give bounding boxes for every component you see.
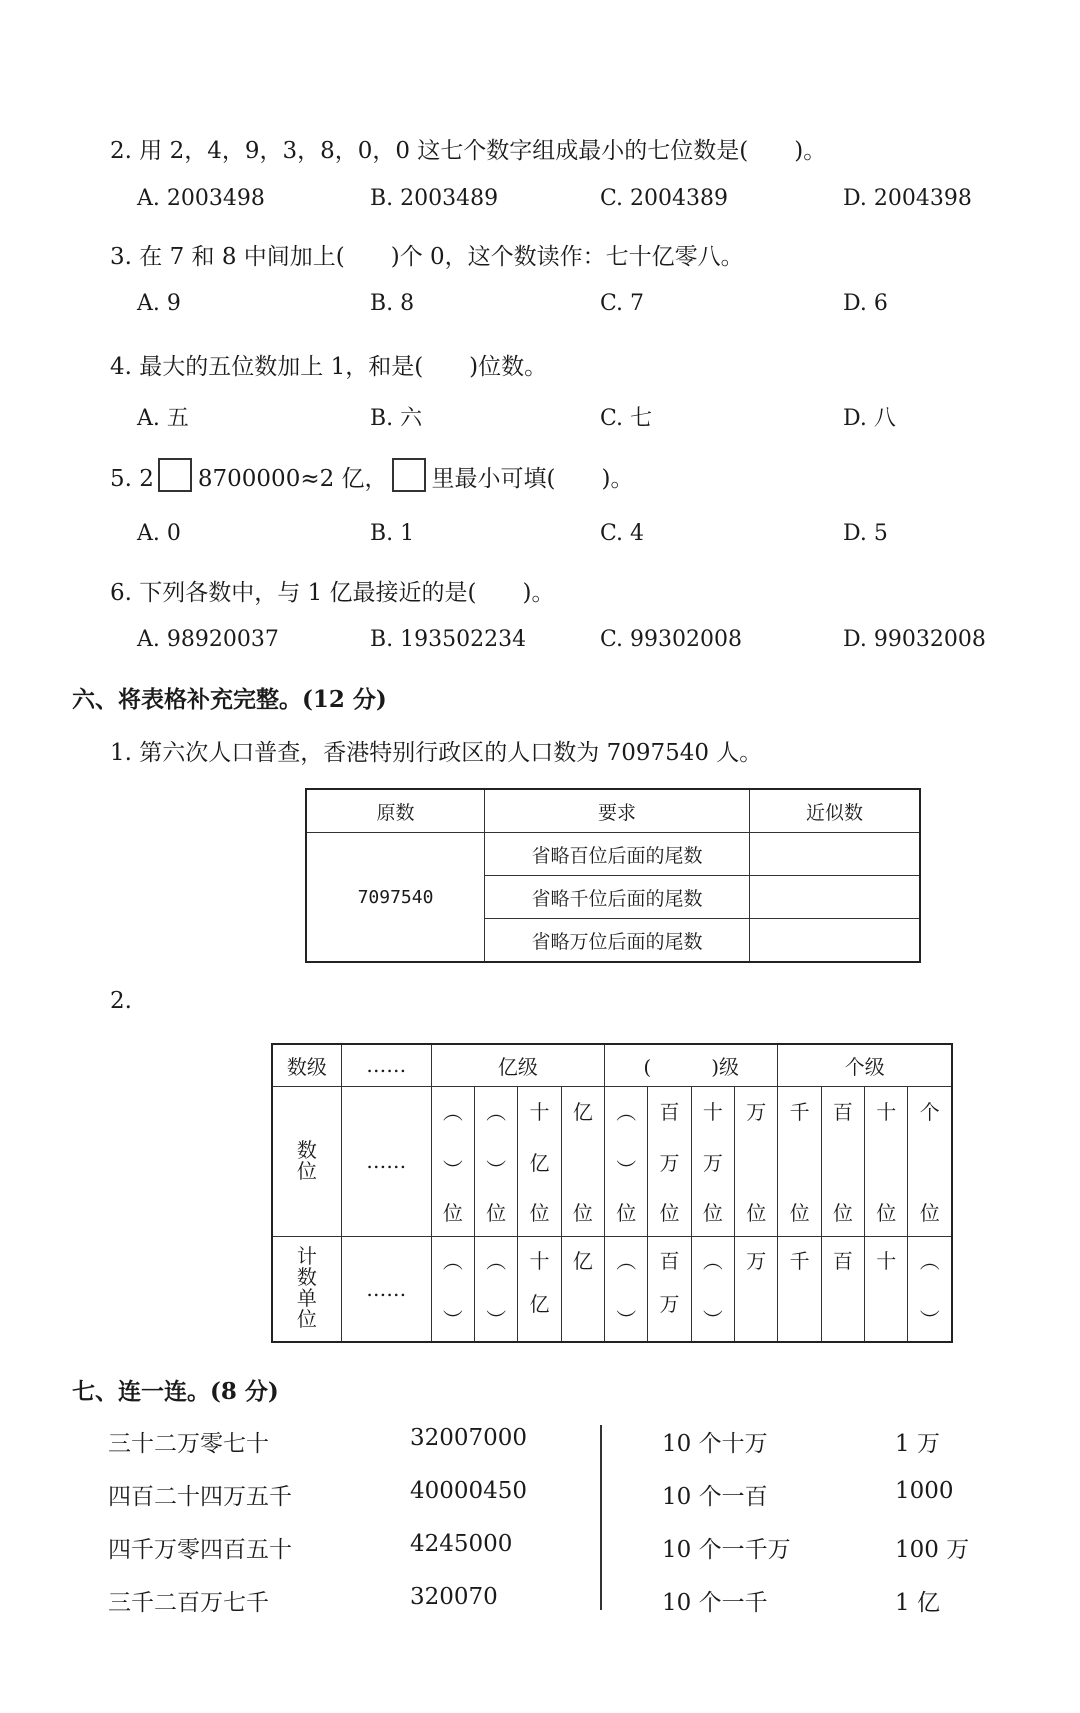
question-2-option-c: C. 2004389	[600, 186, 729, 211]
place-char: 万	[702, 1150, 723, 1175]
column-divider	[600, 1425, 602, 1610]
unit-char: 百	[659, 1248, 680, 1273]
unit-char: 百	[832, 1248, 853, 1273]
place-char: 十	[702, 1100, 723, 1124]
paren-top: ︵	[442, 1248, 463, 1273]
digit-place-blank-cell[interactable]	[475, 1086, 518, 1236]
unit-stack	[865, 1239, 907, 1339]
question-2-stem: 2. 用 2，4，9，3，8，0，0 这七个数字组成最小的七位数是( )。	[110, 138, 827, 164]
question-3-option-c: C. 7	[600, 291, 645, 316]
place-char: 万	[659, 1150, 680, 1175]
question-5-option-d: D. 5	[843, 521, 888, 546]
paren-top: ︵	[442, 1100, 463, 1124]
digits-label	[296, 1137, 317, 1183]
question-3-stem: 3. 在 7 和 8 中间加上( )个 0，这个数读作：七十亿零八。	[110, 244, 744, 270]
blank-box[interactable]	[392, 458, 426, 492]
unit-stack	[822, 1239, 864, 1339]
match-left-word[interactable]: 四百二十四万五千	[108, 1484, 292, 1510]
digit-place-stack	[648, 1092, 690, 1230]
level-header-blank[interactable]: ( )级	[605, 1044, 778, 1086]
unit-stack	[692, 1239, 734, 1339]
paren-top: ︵	[616, 1100, 637, 1124]
digit-place-cell	[648, 1086, 691, 1236]
section-7-title: 七、连一连。(8 分)	[72, 1378, 279, 1405]
unit-stack	[518, 1239, 560, 1339]
original-number: 7097540	[306, 833, 485, 963]
digit-place-stack	[908, 1092, 951, 1230]
place-char: 亿	[572, 1100, 593, 1124]
place-char: 十	[876, 1100, 897, 1124]
place-char: 位	[832, 1201, 853, 1225]
unit-cell	[561, 1236, 604, 1342]
digit-place-cell	[821, 1086, 864, 1236]
digit-place-stack	[432, 1092, 474, 1230]
match-left-word[interactable]: 三千二百万七千	[108, 1590, 269, 1616]
rounding-table	[305, 788, 921, 963]
question-5-stem-b: 8700000≈2 亿，	[197, 466, 388, 492]
place-char: 个	[919, 1100, 940, 1124]
unit-blank-cell[interactable]	[431, 1236, 474, 1342]
unit-cell	[735, 1236, 778, 1342]
digit-place-cell	[691, 1086, 734, 1236]
match-left-word[interactable]: 三十二万零七十	[108, 1431, 269, 1457]
level-header: 亿级	[431, 1044, 604, 1086]
place-char: 位	[659, 1201, 680, 1225]
unit-stack	[475, 1239, 517, 1339]
row-label-digits	[272, 1086, 341, 1236]
match-right-value[interactable]: 100 万	[895, 1537, 970, 1563]
question-2-option-d: D. 2004398	[843, 186, 972, 211]
approx-answer-cell[interactable]	[750, 833, 921, 876]
paren-bot: ︶	[486, 1157, 507, 1182]
unit-stack	[778, 1239, 820, 1339]
requirement-cell: 省略千位后面的尾数	[485, 876, 750, 919]
place-value-table	[271, 1043, 953, 1343]
place-char: 百	[832, 1100, 853, 1124]
unit-blank-cell[interactable]	[691, 1236, 734, 1342]
digit-place-stack	[692, 1092, 734, 1230]
digit-place-stack	[778, 1092, 820, 1230]
place-char: 位	[529, 1201, 550, 1225]
question-5-stem	[110, 458, 634, 493]
paren-top: ︵	[702, 1248, 723, 1273]
section-6-title: 六、将表格补充完整。(12 分)	[72, 686, 387, 713]
digit-place-blank-cell[interactable]	[605, 1086, 648, 1236]
digit-place-stack	[735, 1092, 777, 1230]
paren-bot: ︶	[442, 1307, 463, 1332]
question-3-option-a: A. 9	[137, 291, 181, 316]
paren-bot: ︶	[616, 1307, 637, 1332]
digit-place-cell	[865, 1086, 908, 1236]
unit-stack	[648, 1239, 690, 1339]
digit-place-stack	[865, 1092, 907, 1230]
digit-place-stack	[562, 1092, 604, 1230]
blank-box[interactable]	[158, 458, 192, 492]
question-4-option-c: C. 七	[600, 406, 653, 431]
table-header: 要求	[485, 789, 750, 833]
match-right-word[interactable]: 10 个一千万	[662, 1537, 791, 1563]
digit-place-stack	[822, 1092, 864, 1230]
level-header: ……	[341, 1044, 431, 1086]
unit-cell	[518, 1236, 561, 1342]
approx-answer-cell[interactable]	[750, 876, 921, 919]
paren-bot: ︶	[486, 1307, 507, 1332]
match-right-value[interactable]: 1 亿	[895, 1590, 940, 1616]
unit-cell	[648, 1236, 691, 1342]
digits-label-char: 数	[296, 1137, 317, 1162]
requirement-cell: 省略百位后面的尾数	[485, 833, 750, 876]
paren-bot: ︶	[702, 1307, 723, 1332]
digit-place-cell	[518, 1086, 561, 1236]
match-left-number[interactable]: 40000450	[410, 1478, 528, 1504]
digit-place-stack	[475, 1092, 517, 1230]
match-right-word[interactable]: 10 个一千	[662, 1590, 768, 1616]
table-header: 近似数	[750, 789, 921, 833]
digit-place-blank-cell[interactable]	[431, 1086, 474, 1236]
question-4-option-d: D. 八	[843, 406, 896, 431]
paren-top: ︵	[616, 1248, 637, 1273]
question-6-option-a: A. 98920037	[137, 627, 279, 652]
question-6-option-d: D. 99032008	[843, 627, 986, 652]
paren-bot: ︶	[919, 1307, 940, 1332]
match-right-value[interactable]: 1000	[895, 1478, 954, 1504]
question-4-option-b: B. 六	[370, 406, 423, 431]
unit-char: 万	[659, 1291, 680, 1316]
place-char: 位	[746, 1201, 767, 1225]
paren-bot: ︶	[442, 1157, 463, 1182]
units-label-char: 位	[296, 1307, 317, 1332]
question-6-stem: 6. 下列各数中，与 1 亿最接近的是( )。	[110, 580, 555, 606]
digit-place-cell	[561, 1086, 604, 1236]
question-5-option-b: B. 1	[370, 521, 415, 546]
place-char: 千	[789, 1100, 810, 1124]
unit-blank-cell[interactable]	[475, 1236, 518, 1342]
question-5-option-a: A. 0	[137, 521, 181, 546]
unit-stack	[735, 1239, 777, 1339]
digits-label-char: 位	[296, 1158, 317, 1183]
digit-place-stack	[518, 1092, 560, 1230]
approx-answer-cell[interactable]	[750, 919, 921, 963]
paren-bot: ︶	[616, 1157, 637, 1182]
requirement-cell: 省略万位后面的尾数	[485, 919, 750, 963]
digit-place-cell	[735, 1086, 778, 1236]
question-2-option-b: B. 2003489	[370, 186, 499, 211]
unit-stack	[432, 1239, 474, 1339]
place-char: 位	[486, 1200, 507, 1225]
digit-place-stack	[605, 1092, 647, 1230]
unit-char: 万	[746, 1248, 767, 1273]
place-char: 位	[616, 1200, 637, 1225]
unit-stack	[605, 1239, 647, 1339]
question-5-stem-c: 里最小可填( )。	[431, 466, 634, 492]
paren-top: ︵	[919, 1248, 940, 1273]
match-left-number[interactable]: 4245000	[410, 1531, 513, 1557]
unit-char: 十	[529, 1248, 550, 1273]
place-char: 位	[702, 1201, 723, 1225]
place-char: 百	[659, 1100, 680, 1124]
ellipsis: ……	[341, 1236, 431, 1342]
level-header: 数级	[272, 1044, 341, 1086]
unit-cell	[778, 1236, 821, 1342]
match-left-word[interactable]: 四千万零四百五十	[108, 1537, 292, 1563]
place-char: 亿	[529, 1150, 550, 1175]
digit-place-cell	[778, 1086, 821, 1236]
place-char: 位	[876, 1201, 897, 1225]
units-label	[297, 1246, 317, 1330]
table-header: 原数	[306, 789, 485, 833]
unit-stack	[908, 1239, 951, 1339]
ellipsis: ……	[341, 1086, 431, 1236]
question-4-stem: 4. 最大的五位数加上 1，和是( )位数。	[110, 354, 548, 380]
unit-cell	[821, 1236, 864, 1342]
question-5-option-c: C. 4	[600, 521, 645, 546]
place-char: 万	[746, 1100, 767, 1124]
place-char: 位	[789, 1201, 810, 1225]
paren-top: ︵	[486, 1248, 507, 1273]
match-left-number[interactable]: 32007000	[410, 1425, 528, 1451]
match-right-word[interactable]: 10 个十万	[662, 1431, 768, 1457]
unit-char: 十	[876, 1248, 897, 1273]
question-6-option-b: B. 193502234	[370, 627, 527, 652]
question-6-option-c: C. 99302008	[600, 627, 743, 652]
unit-cell	[865, 1236, 908, 1342]
unit-char: 亿	[529, 1291, 550, 1316]
units-label-char: 单	[296, 1286, 317, 1311]
question-3-option-d: D. 6	[843, 291, 888, 316]
unit-char: 千	[789, 1248, 810, 1273]
place-char: 位	[919, 1201, 940, 1225]
question-5-stem-a: 5. 2	[110, 466, 154, 492]
unit-blank-cell[interactable]	[908, 1236, 952, 1342]
place-char: 十	[529, 1100, 550, 1124]
question-2-option-a: A. 2003498	[137, 186, 265, 211]
place-char: 位	[572, 1201, 593, 1225]
digit-place-cell	[908, 1086, 952, 1236]
units-label-char: 计	[296, 1244, 317, 1269]
match-right-value[interactable]: 1 万	[895, 1431, 940, 1457]
question-4-option-a: A. 五	[137, 406, 189, 431]
match-left-number[interactable]: 320070	[410, 1584, 498, 1610]
question-3-option-b: B. 8	[370, 291, 415, 316]
place-char: 位	[442, 1200, 463, 1225]
section-6-q2: 2.	[110, 988, 132, 1014]
paren-top: ︵	[486, 1100, 507, 1124]
level-header: 个级	[778, 1044, 952, 1086]
unit-stack	[562, 1239, 604, 1339]
row-label-units	[272, 1236, 341, 1342]
units-label-char: 数	[296, 1265, 317, 1290]
unit-char: 亿	[572, 1248, 593, 1273]
unit-blank-cell[interactable]	[605, 1236, 648, 1342]
section-6-q1: 1. 第六次人口普查，香港特别行政区的人口数为 7097540 人。	[110, 740, 763, 766]
match-right-word[interactable]: 10 个一百	[662, 1484, 768, 1510]
